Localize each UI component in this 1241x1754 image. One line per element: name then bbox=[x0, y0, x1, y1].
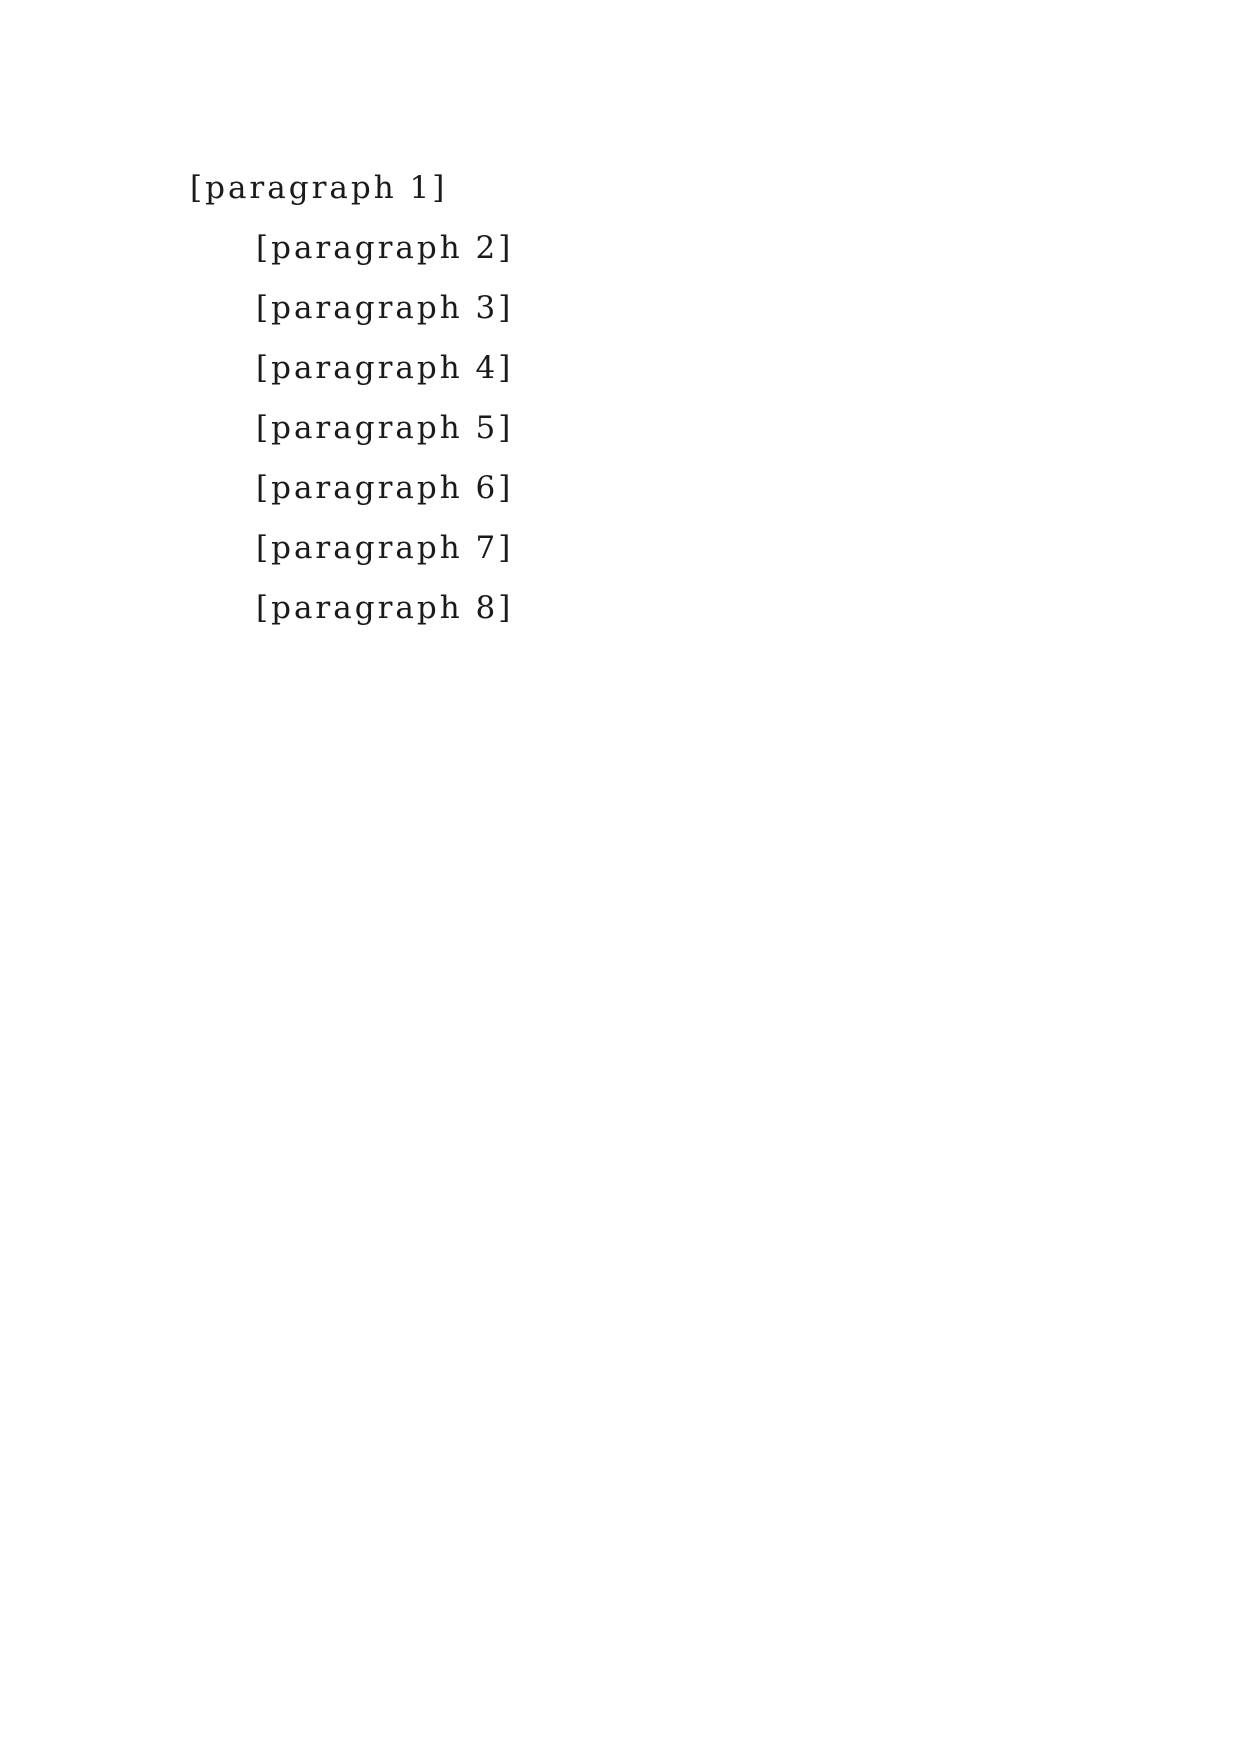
paragraph-mencius-story: [paragraph 8] bbox=[256, 590, 514, 626]
paragraph-case-conclusion: [paragraph 2] bbox=[256, 230, 514, 266]
case-title-mencius-mother: [paragraph 7] bbox=[256, 530, 514, 566]
paragraph-environment-definition: [paragraph 6] bbox=[256, 470, 514, 506]
document-body bbox=[190, 158, 1070, 638]
paragraph-case-continuation: [paragraph 1] bbox=[190, 170, 448, 206]
section-heading-family-atmosphere: [paragraph 3] bbox=[256, 290, 514, 326]
paragraph-family-atmosphere-definition: [paragraph 4] bbox=[256, 350, 514, 386]
subheading-environment-atmosphere: [paragraph 5] bbox=[256, 410, 514, 446]
